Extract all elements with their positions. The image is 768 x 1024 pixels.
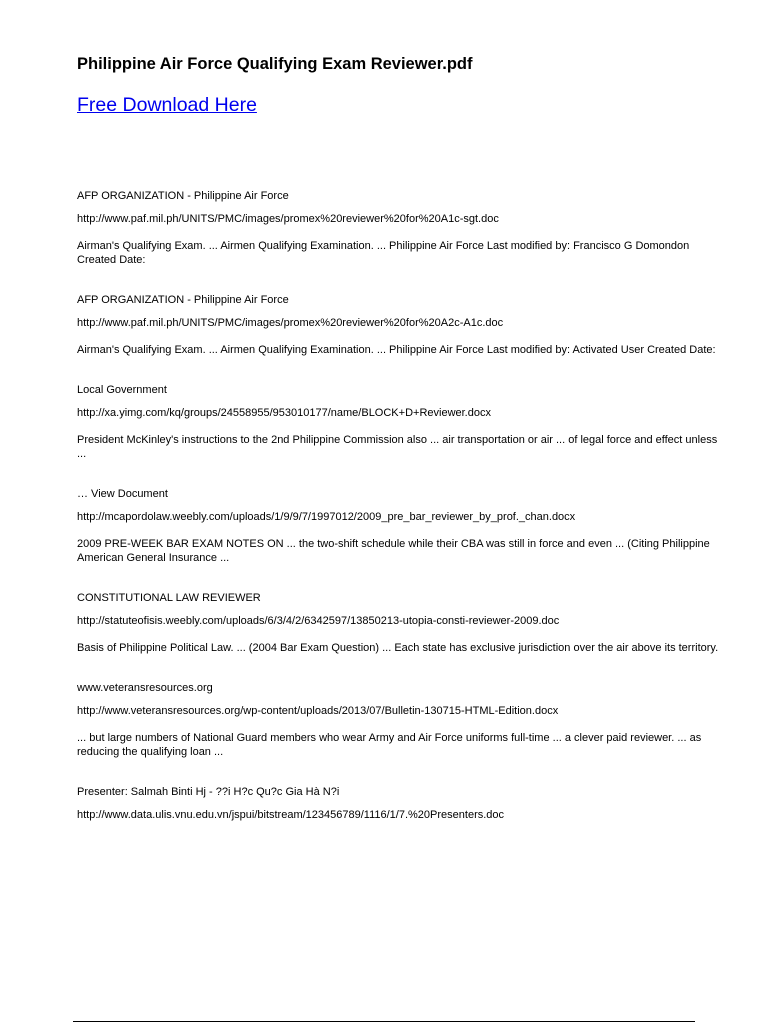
entry-url: http://www.paf.mil.ph/UNITS/PMC/images/promex%20reviewer%20for%20A1c-sgt.doc [77,213,499,225]
list-item [77,293,727,357]
entry-url: http://xa.yimg.com/kq/groups/24558955/953010177/name/BLOCK+D+Reviewer.docx [77,407,491,419]
entry-title: AFP ORGANIZATION - Philippine Air Force [77,190,289,202]
list-item [77,189,727,267]
entry-snippet: Airman's Qualifying Exam. ... Airmen Qualifying Examination. ... Philippine Air Force Last modified by: Francisco G Domondon Created Date: [77,240,690,266]
list-item [77,591,727,655]
entry-url: http://statuteofisis.weebly.com/uploads/6/3/4/2/6342597/13850213-utopia-consti-reviewer-2009.doc [77,615,560,627]
entry-title: AFP ORGANIZATION - Philippine Air Force [77,294,289,306]
list-item [77,487,727,565]
entry-snippet: 2009 PRE-WEEK BAR EXAM NOTES ON ... the two-shift schedule while their CBA was still in force and even ... (Citing Philippine American General Insurance ... [77,538,710,564]
document-page [77,54,727,848]
entry-snippet: President McKinley's instructions to the 2nd Philippine Commission also ... air transportation or air ... of legal force and effect unless ... [77,434,718,460]
entry-snippet: Airman's Qualifying Exam. ... Airmen Qualifying Examination. ... Philippine Air Force Last modified by: Activated User Created Date: [77,344,716,356]
list-item [77,785,727,822]
entry-title: CONSTITUTIONAL LAW REVIEWER [77,592,261,604]
entry-snippet: Basis of Philippine Political Law. ... (2004 Bar Exam Question) ... Each state has exclusive jurisdiction over the air above its territory. [77,642,719,654]
footer-divider [73,1021,695,1022]
result-list [77,189,727,822]
entry-url: http://www.data.ulis.vnu.edu.vn/jspui/bitstream/123456789/1116/1/7.%20Presenters.doc [77,809,505,821]
entry-title: Presenter: Salmah Binti Hj - ??i H?c Qu?c Gia Hà N?i [77,786,340,798]
entry-title: … View Document [77,488,168,500]
list-item [77,383,727,461]
entry-url: http://www.paf.mil.ph/UNITS/PMC/images/promex%20reviewer%20for%20A2c-A1c.doc [77,317,504,329]
document-title: Philippine Air Force Qualifying Exam Reviewer.pdf [77,55,473,73]
entry-url: http://www.veteransresources.org/wp-content/uploads/2013/07/Bulletin-130715-HTML-Edition.docx [77,705,559,717]
free-download-link[interactable]: Free Download Here [77,94,257,116]
entry-snippet: ... but large numbers of National Guard members who wear Army and Air Force uniforms full-time ... a clever paid reviewer. ... as reducing the qualifying loan ... [77,732,702,758]
entry-title: www.veteransresources.org [77,682,213,694]
entry-url: http://mcapordolaw.weebly.com/uploads/1/9/9/7/1997012/2009_pre_bar_reviewer_by_prof._chan.docx [77,511,576,523]
entry-title: Local Government [77,384,167,396]
list-item [77,681,727,759]
